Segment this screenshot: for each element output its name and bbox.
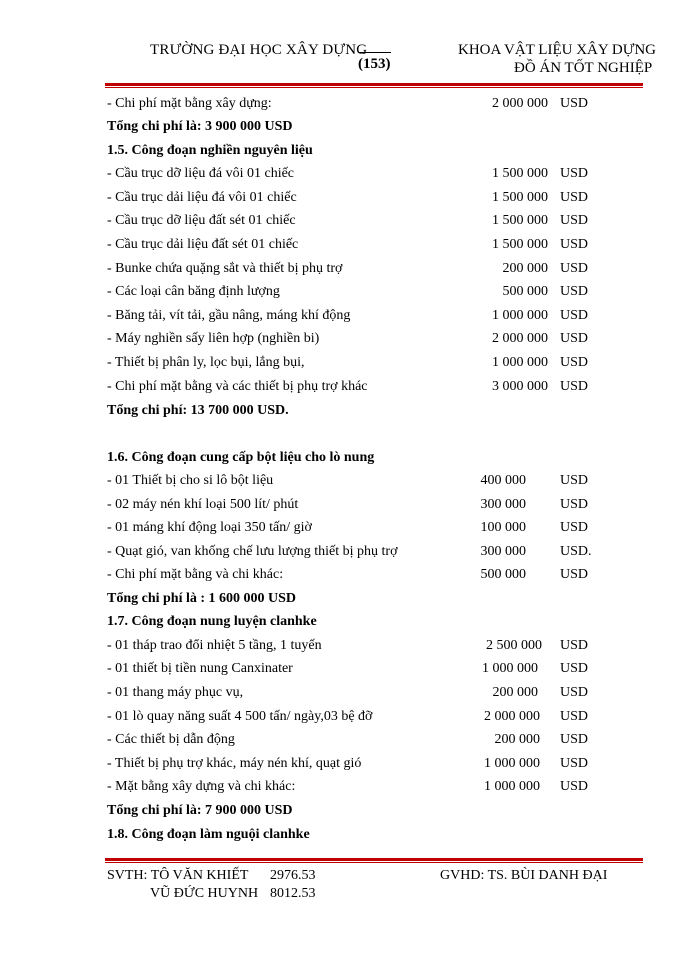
cost-amount: 200 000 (494, 732, 540, 747)
cost-item: - Các thiết bị dẫn động (107, 732, 235, 747)
cost-item: - Cầu trục dải liệu đất sét 01 chiếc (107, 237, 299, 252)
cost-item: - Các loại cân băng định lượng (107, 284, 280, 299)
cost-amount: 3 000 000 (492, 379, 548, 394)
page-number: (153) (358, 52, 391, 73)
cost-unit: USD (560, 331, 589, 346)
cost-amount: 100 000 (480, 520, 526, 535)
cost-item: - Cầu trục dải liệu đá vôi 01 chiếc (107, 190, 297, 205)
cost-unit: USD (560, 638, 589, 653)
cost-amount: 2 500 000 (486, 638, 542, 653)
cost-unit: USD (560, 261, 589, 276)
cost-amount: 1 000 000 (484, 756, 540, 771)
student-1-code: 2976.53 (270, 868, 316, 883)
cost-unit: USD (560, 567, 589, 582)
cost-amount: 1 500 000 (492, 237, 548, 252)
cost-unit: USD (560, 190, 589, 205)
cost-amount: 2 000 000 (492, 96, 548, 111)
project-title: ĐỒ ÁN TỐT NGHIỆP (514, 60, 653, 76)
cost-unit: USD (560, 355, 589, 370)
cost-amount: 1 000 000 (482, 661, 538, 676)
cost-item: - Máy nghiền sấy liên hợp (nghiền bi) (107, 331, 320, 346)
student-2-code: 8012.53 (270, 886, 316, 901)
cost-item: - Bunke chứa quặng sắt và thiết bị phụ trợ (107, 261, 343, 276)
cost-amount: 200 000 (502, 261, 548, 276)
cost-unit: USD (560, 709, 589, 724)
cost-unit: USD (560, 732, 589, 747)
section-heading: 1.5. Công đoạn nghiền nguyên liệu (107, 143, 313, 158)
cost-amount: 1 000 000 (484, 779, 540, 794)
cost-unit: USD (560, 497, 589, 512)
cost-unit: USD (560, 779, 589, 794)
cost-item: - Mặt bằng xây dựng và chi khác: (107, 779, 296, 794)
cost-amount: 1 500 000 (492, 166, 548, 181)
section-heading: 1.7. Công đoạn nung luyện clanhke (107, 614, 317, 629)
cost-unit: USD (560, 308, 589, 323)
cost-unit: USD (560, 96, 589, 111)
cost-unit: USD (560, 473, 589, 488)
header-divider (105, 83, 643, 88)
section-heading: Tổng chi phí là : 1 600 000 USD (107, 591, 297, 606)
cost-item: - 01 tháp trao đổi nhiệt 5 tầng, 1 tuyến (107, 638, 322, 653)
cost-unit: USD (560, 237, 589, 252)
cost-amount: 1 500 000 (492, 190, 548, 205)
section-heading: Tổng chi phí là: 7 900 000 USD (107, 803, 293, 818)
cost-item: - Cầu trục dỡ liệu đất sét 01 chiếc (107, 213, 296, 228)
cost-unit: USD (560, 661, 589, 676)
cost-amount: 400 000 (480, 473, 526, 488)
cost-unit: USD (560, 284, 589, 299)
faculty-name: KHOA VẬT LIỆU XÂY DỰNG (458, 42, 657, 58)
cost-unit: USD. (560, 544, 592, 559)
cost-item: - Chi phí mặt bằng xây dựng: (107, 96, 272, 111)
cost-amount: 300 000 (480, 544, 526, 559)
cost-unit: USD (560, 520, 589, 535)
cost-amount: 200 000 (492, 685, 538, 700)
cost-amount: 500 000 (502, 284, 548, 299)
cost-item: - 01 lò quay năng suất 4 500 tấn/ ngày,03 bệ đỡ (107, 709, 373, 724)
cost-unit: USD (560, 166, 589, 181)
university-name: TRƯỜNG ĐẠI HỌC XÂY DỰNG (150, 42, 368, 58)
cost-item: - Băng tải, vít tải, gầu nâng, máng khí động (107, 308, 351, 323)
cost-item: - Cầu trục dỡ liệu đá vôi 01 chiếc (107, 166, 295, 181)
cost-unit: USD (560, 213, 589, 228)
section-heading: 1.6. Công đoạn cung cấp bột liệu cho lò nung (107, 450, 375, 465)
cost-item: - 01 Thiết bị cho si lô bột liệu (107, 473, 274, 488)
footer-divider (105, 858, 643, 863)
cost-item: - 01 máng khí động loại 350 tấn/ giờ (107, 520, 312, 535)
cost-amount: 500 000 (480, 567, 526, 582)
cost-item: - Quạt gió, van khống chế lưu lượng thiết bị phụ trợ (107, 544, 398, 559)
cost-amount: 2 000 000 (492, 331, 548, 346)
cost-item: - Thiết bị phụ trợ khác, máy nén khí, quạt gió (107, 756, 362, 771)
cost-item: - Chi phí mặt bằng và chi khác: (107, 567, 284, 582)
cost-unit: USD (560, 685, 589, 700)
student-1-name: SVTH: TÔ VĂN KHIẾT (107, 868, 249, 883)
student-2-name: VŨ ĐỨC HUYNH (150, 886, 259, 901)
cost-item: - 02 máy nén khí loại 500 lít/ phút (107, 497, 299, 512)
cost-unit: USD (560, 379, 589, 394)
supervisor: GVHD: TS. BÙI DANH ĐẠI (440, 868, 608, 883)
cost-item: - Chi phí mặt bằng và các thiết bị phụ trợ khác (107, 379, 368, 394)
cost-amount: 1 000 000 (492, 355, 548, 370)
cost-item: - Thiết bị phân ly, lọc bụi, lắng bụi, (107, 355, 305, 370)
cost-amount: 2 000 000 (484, 709, 540, 724)
cost-item: - 01 thiết bị tiền nung Canxinater (107, 661, 293, 676)
cost-amount: 1 500 000 (492, 213, 548, 228)
section-heading: Tổng chi phí: 13 700 000 USD. (107, 403, 289, 418)
cost-amount: 300 000 (480, 497, 526, 512)
section-heading: 1.8. Công đoạn làm nguội clanhke (107, 827, 310, 842)
cost-unit: USD (560, 756, 589, 771)
cost-amount: 1 000 000 (492, 308, 548, 323)
cost-item: - 01 thang máy phục vụ, (107, 685, 244, 700)
section-heading: Tổng chi phí là: 3 900 000 USD (107, 119, 293, 134)
